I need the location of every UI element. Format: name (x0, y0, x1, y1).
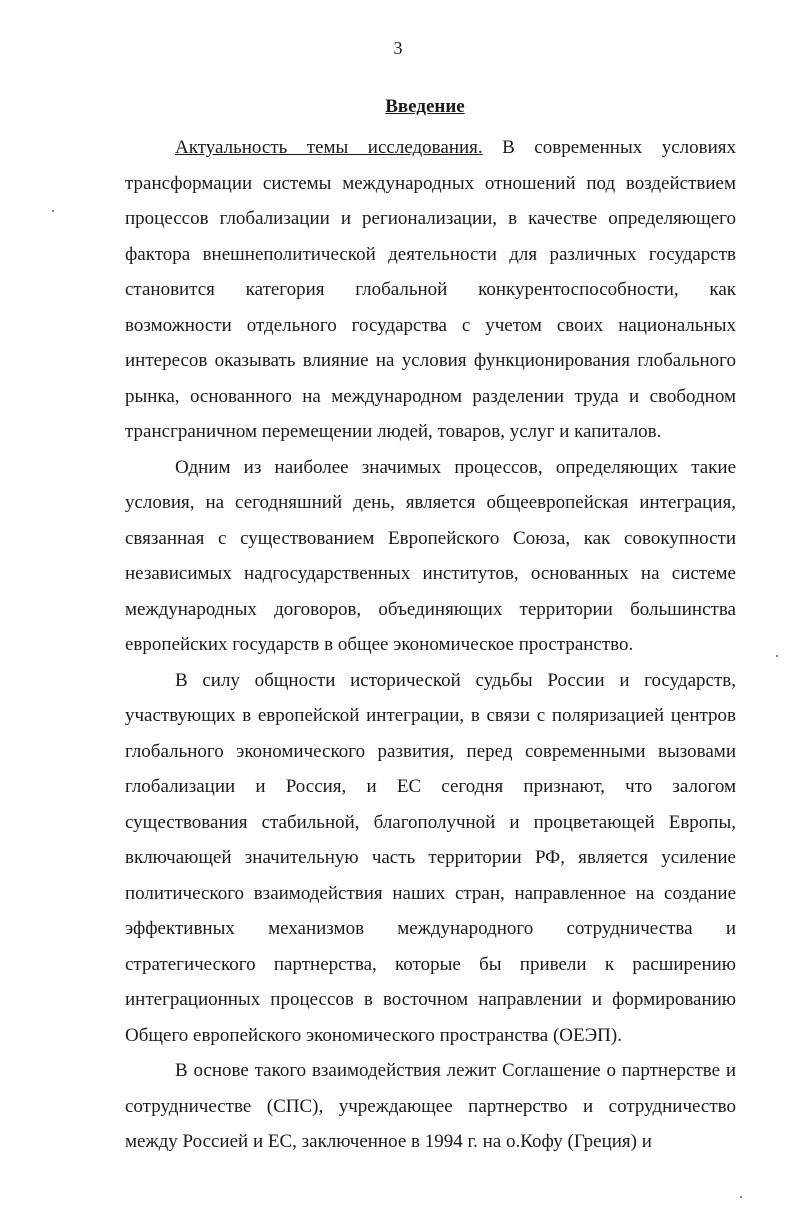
section-title: Введение (385, 96, 465, 117)
scan-speck (776, 655, 778, 657)
scan-speck (740, 1196, 742, 1198)
page-number: 3 (393, 38, 403, 58)
scan-speck (52, 210, 54, 212)
paragraph-text: В современных условиях трансформации системы международных отношений под воздействием процессов глобализации и регионализации, в качестве определяющего фактора внешнеполитической деятельности для различных государств становится категория глобальной конкурентоспособности, как возможности отдельного государства с учетом своих национальных интересов оказывать влияние на условия функционирования глобального рынка, основанного на международном разделении труда и свободном трансграничном перемещении людей, товаров, услуг и капиталов. (125, 137, 736, 442)
paragraph-integration: Одним из наиболее значимых процессов, определяющих такие условия, на сегодняшний день, является общеевропейская интеграция, связанная с существованием Европейского Союза, как совокупности независимых надгосударственных институтов, основанных на системе международных договоров, объединяющих территории большинства европейских государств в общее экономическое пространство. (125, 456, 736, 655)
paragraph-agreement: В основе такого взаимодействия лежит Соглашение о партнерстве и сотрудничестве (СПС), учреждающее партнерство и сотрудничество между Россией и ЕС, заключенное в 1994 г. на о.Кофу (Греция) и (125, 1060, 736, 1152)
paragraph-relevance (125, 130, 736, 450)
paragraph-lead: Актуальность темы исследования. (175, 137, 483, 158)
paragraph-history: В силу общности исторической судьбы России и государств, участвующих в европейской интеграции, в связи с поляризацией центров глобального экономического развития, перед современными вызовами глобализации и Россия, и ЕС сегодня признают, что залогом существования стабильной, благополучной и процветающей Европы, включающей значительную часть территории РФ, является усиление политического взаимодействия наших стран, направленное на создание эффективных механизмов международного сотрудничества и стратегического партнерства, которые бы привели к расширению интеграционных процессов в восточном направлении и формированию Общего европейского экономического пространства (ОЕЭП). (125, 669, 736, 1046)
document-body (125, 130, 736, 1160)
